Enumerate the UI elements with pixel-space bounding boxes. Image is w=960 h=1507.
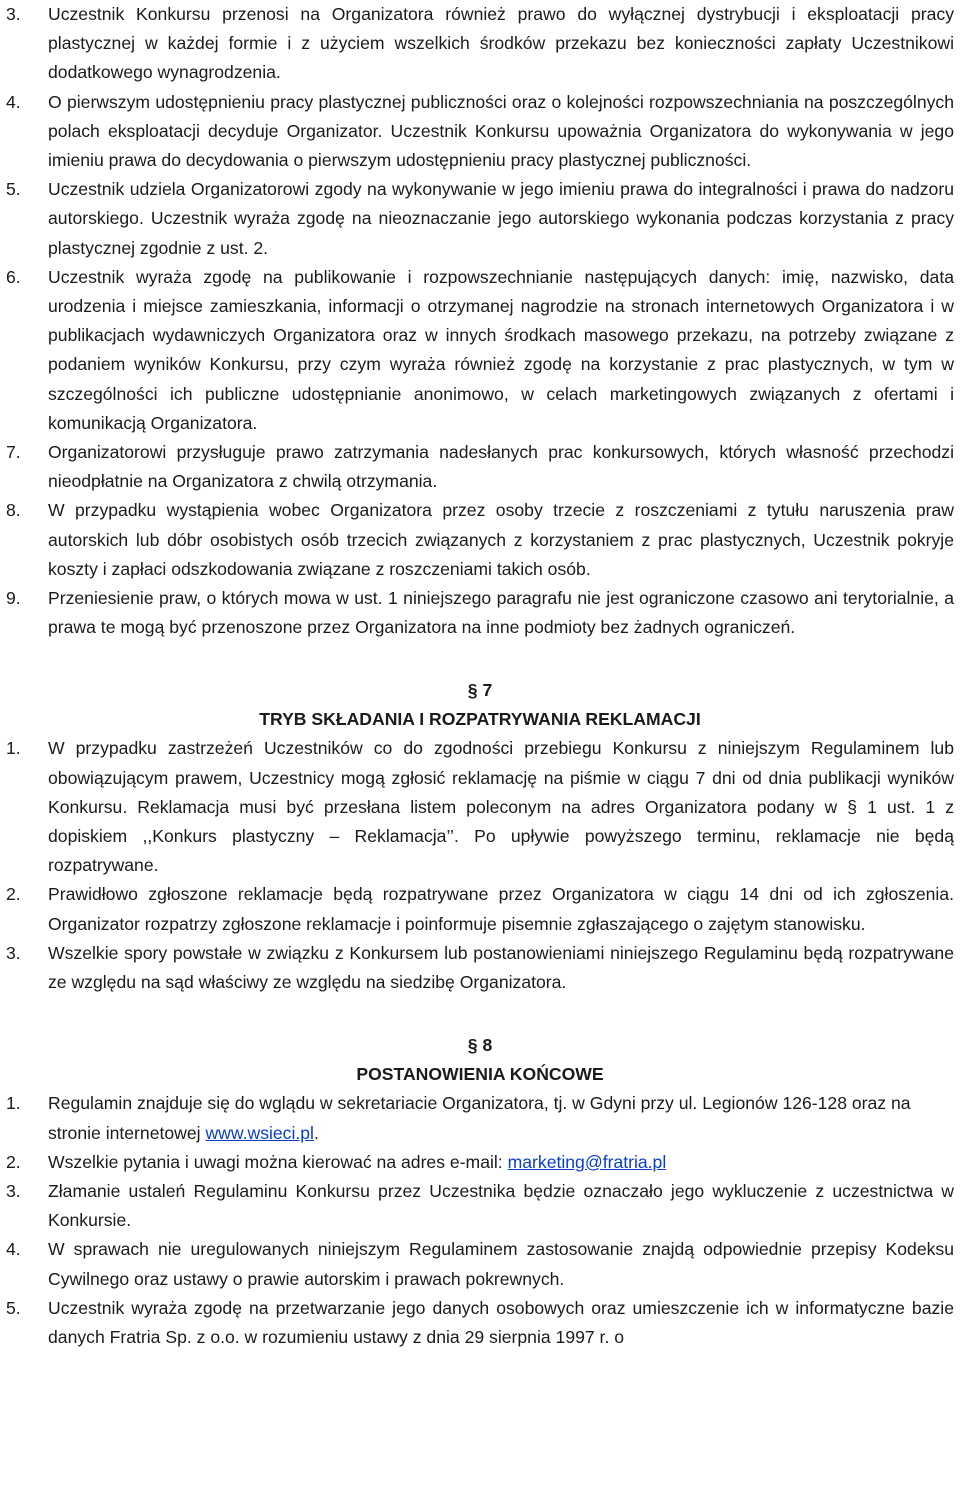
list-item (6, 1089, 954, 1147)
list-item (6, 1294, 954, 1352)
spacer (6, 997, 954, 1031)
item-number: 3. (6, 942, 21, 963)
website-link[interactable]: www.wsieci.pl (205, 1122, 314, 1143)
list-item (6, 1177, 954, 1235)
item-number: 8. (6, 500, 21, 521)
list-item (6, 88, 954, 176)
item-number: 6. (6, 266, 21, 287)
item-number: 4. (6, 1239, 21, 1260)
list-item (6, 584, 954, 642)
item-text: Złamanie ustaleń Regulaminu Konkursu przez Uczestnika będzie oznaczało jego wykluczenie z uczestnictwa w Konkursie. (48, 1180, 954, 1231)
item-text: W sprawach nie uregulowanych niniejszym Regulaminem zastosowanie znajdą odpowiednie przepisy Kodeksu Cywilnego oraz ustawy o prawie autorskim i prawach pokrewnych. (48, 1239, 954, 1289)
list-item (6, 1148, 954, 1177)
spacer (6, 642, 954, 676)
item-number: 1. (6, 738, 21, 759)
section-7-title: TRYB SKŁADANIA I ROZPATRYWANIA REKLAMACJI (259, 709, 701, 730)
item-text: Wszelkie spory powstałe w związku z Konkursem lub postanowieniami niniejszego Regulaminu będą rozpatrywane ze względu na sąd właściwy ze względu na siedzibę Organizatora. (48, 942, 954, 993)
item-text-part: . (313, 1122, 319, 1143)
list-item (6, 438, 954, 496)
section-a-list (6, 0, 954, 642)
item-number: 9. (6, 588, 21, 609)
list-item (6, 939, 954, 997)
section-7-paragraph: § 7 (467, 680, 493, 701)
item-number: 7. (6, 442, 21, 463)
section-8-title: POSTANOWIENIA KOŃCOWE (356, 1064, 604, 1085)
item-text: W przypadku zastrzeżeń Uczestników co do zgodności przebiegu Konkursu z niniejszym Regulaminem lub obowiązującym prawem, Uczestnicy mogą zgłosić reklamację na piśmie w ciągu 7 dni od dnia publikacji wyników Konkursu. Reklamacja musi być przesłana listem poleconym na adres Organizatora podany w § 1 ust. 1 z dopiskiem ,,Konkurs plastyczny – Reklamacja’’. Po upływie powyższego terminu, reklamacje nie będą rozpatrywane. (48, 738, 954, 876)
item-number: 1. (6, 1093, 21, 1114)
item-text (48, 1148, 954, 1177)
item-number: 4. (6, 91, 21, 112)
item-number: 2. (6, 884, 21, 905)
item-number: 5. (6, 179, 21, 200)
item-text-part: Wszelkie pytania i uwagi można kierować na adres e-mail: (48, 1151, 508, 1172)
item-number: 5. (6, 1297, 21, 1318)
item-number: 3. (6, 1180, 21, 1201)
list-item (6, 1235, 954, 1293)
list-item (6, 734, 954, 880)
item-text (48, 1089, 954, 1147)
item-text-part: Regulamin znajduje się do wglądu w sekretariacie Organizatora, tj. w Gdyni przy ul. Legionów 126-128 oraz na stronie internetowej (48, 1093, 911, 1143)
item-text: Prawidłowo zgłoszone reklamacje będą rozpatrywane przez Organizatora w ciągu 14 dni od ich zgłoszenia. Organizator rozpatrzy zgłoszone reklamacje i poinformuje pisemnie zgłaszającego o zajętym stanowisku. (48, 884, 954, 934)
section-8 (6, 1031, 954, 1352)
item-text: Organizatorowi przysługuje prawo zatrzymania nadesłanych prac konkursowych, których własność przechodzi nieodpłatnie na Organizatora z chwilą otrzymania. (48, 442, 954, 492)
section-8-paragraph: § 8 (467, 1035, 493, 1056)
email-link[interactable]: marketing@fratria.pl (507, 1151, 667, 1172)
item-text: W przypadku wystąpienia wobec Organizatora przez osoby trzecie z roszczeniami z tytułu naruszenia praw autorskich lub dóbr osobistych osób trzecich związanych z korzystaniem z prac plastycznych, Uczestnik pokryje koszty i zapłaci odszkodowania związane z roszczeniami takich osób. (48, 500, 954, 579)
item-text: Uczestnik udziela Organizatorowi zgody na wykonywanie w jego imieniu prawa do integralności i prawa do nadzoru autorskiego. Uczestnik wyraża zgodę na nieoznaczanie jego autorskiego wykonania podczas korzystania z pracy plastycznej zgodnie z ust. 2. (48, 179, 954, 258)
list-item (6, 496, 954, 584)
item-text: Uczestnik wyraża zgodę na przetwarzanie jego danych osobowych oraz umieszczenie ich w informatyczne bazie danych Fratria Sp. z o.o. w rozumieniu ustawy z dnia 29 sierpnia 1997 r. o (48, 1297, 954, 1347)
section-7 (6, 676, 954, 997)
item-text: Uczestnik wyraża zgodę na publikowanie i rozpowszechnianie następujących danych: imię, nazwisko, data urodzenia i miejsce zamieszkania, informacji o otrzymanej nagrodzie na stronach internetowych Organizatora i w publikacjach wydawniczych Organizatora oraz w innych środkach masowego przekazu, na potrzeby związane z podaniem wyników Konkursu, przy czym wyraża również zgodę na korzystanie z prac plastycznych, w tym w szczególności ich publiczne udostępnianie anonimowo, w celach marketingowych związanych z ofertami i komunikacją Organizatora. (48, 266, 954, 433)
item-number: 2. (6, 1151, 21, 1172)
item-number: 3. (6, 4, 21, 24)
item-text: Uczestnik Konkursu przenosi na Organizatora również prawo do wyłącznej dystrybucji i eksploatacji pracy plastycznej w każdej formie i z użyciem wszelkich środków przekazu bez konieczności zapłaty Uczestnikowi dodatkowego wynagrodzenia. (48, 4, 954, 83)
item-text: Przeniesienie praw, o których mowa w ust. 1 niniejszego paragrafu nie jest ograniczone czasowo ani terytorialnie, a prawa te mogą być przenoszone przez Organizatora na inne podmioty bez żadnych ograniczeń. (48, 588, 954, 638)
item-text: O pierwszym udostępnieniu pracy plastycznej publiczności oraz o kolejności rozpowszechniania na poszczególnych polach eksploatacji decyduje Organizator. Uczestnik Konkursu upoważnia Organizatora do wykonywania w jego imieniu prawa do decydowania o pierwszym udostępnieniu pracy plastycznej publiczności. (48, 91, 954, 171)
list-item (6, 263, 954, 438)
list-item (6, 880, 954, 938)
list-item (6, 175, 954, 263)
list-item (6, 0, 954, 88)
